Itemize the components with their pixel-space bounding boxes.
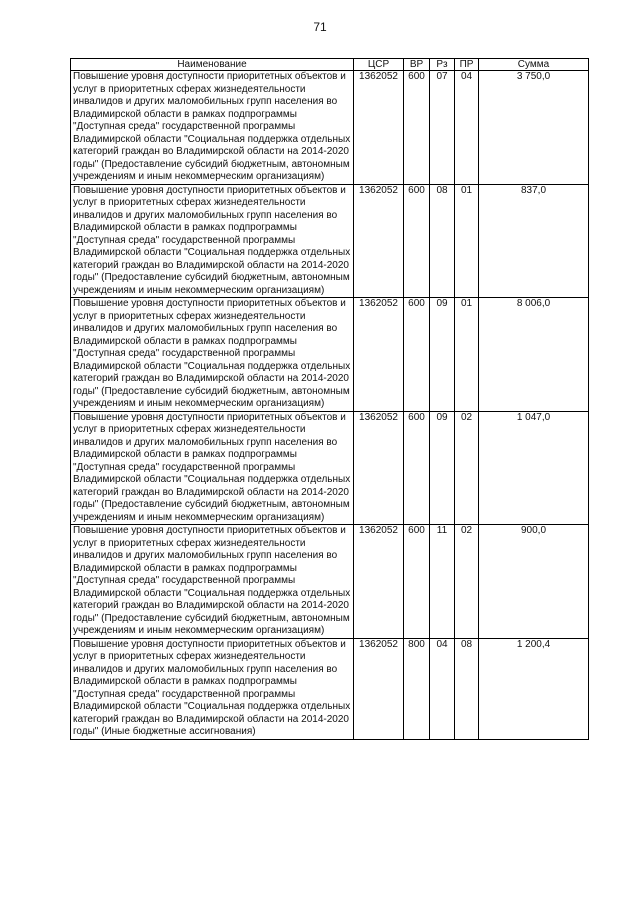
header-rz: Рз (430, 59, 455, 71)
row-pr: 01 (455, 298, 479, 412)
table-row (71, 411, 589, 525)
row-pr: 02 (455, 411, 479, 525)
row-vr: 600 (404, 298, 430, 412)
row-name: Повышение уровня доступности приоритетных объектов и услуг в приоритетных сферах жизнедеятельности инвалидов и других маломобильных групп населения во Владимирской области в рамках подпрограммы "Доступная среда" государственной программы Владимирской области "Социальная поддержка отдельных категорий граждан во Владимирской области на 2014-2020 годы" (Предоставление субсидий бюджетным, автономным учреждениям и иным некоммерческим организациям) (71, 184, 354, 298)
row-csr: 1362052 (354, 411, 404, 525)
header-pr: ПР (455, 59, 479, 71)
row-vr: 800 (404, 638, 430, 739)
row-csr: 1362052 (354, 298, 404, 412)
row-vr: 600 (404, 411, 430, 525)
row-rz: 09 (430, 411, 455, 525)
row-rz: 11 (430, 525, 455, 639)
row-csr: 1362052 (354, 184, 404, 298)
row-sum: 837,0 (479, 184, 589, 298)
row-csr: 1362052 (354, 525, 404, 639)
table-row (71, 525, 589, 639)
table-row (71, 71, 589, 185)
table-row (71, 184, 589, 298)
header-sum: Сумма (479, 59, 589, 71)
table-header-row (71, 59, 589, 71)
row-name: Повышение уровня доступности приоритетных объектов и услуг в приоритетных сферах жизнедеятельности инвалидов и других маломобильных групп населения во Владимирской области в рамках подпрограммы "Доступная среда" государственной программы Владимирской области "Социальная поддержка отдельных категорий граждан во Владимирской области на 2014-2020 годы" (Предоставление субсидий бюджетным, автономным учреждениям и иным некоммерческим организациям) (71, 525, 354, 639)
row-sum: 900,0 (479, 525, 589, 639)
row-pr: 02 (455, 525, 479, 639)
row-sum: 3 750,0 (479, 71, 589, 185)
header-vr: ВР (404, 59, 430, 71)
row-sum: 1 200,4 (479, 638, 589, 739)
row-vr: 600 (404, 71, 430, 185)
row-csr: 1362052 (354, 638, 404, 739)
row-name: Повышение уровня доступности приоритетных объектов и услуг в приоритетных сферах жизнедеятельности инвалидов и других маломобильных групп населения во Владимирской области в рамках подпрограммы "Доступная среда" государственной программы Владимирской области "Социальная поддержка отдельных категорий граждан во Владимирской области на 2014-2020 годы" (Иные бюджетные ассигнования) (71, 638, 354, 739)
row-pr: 01 (455, 184, 479, 298)
table-row (71, 638, 589, 739)
row-sum: 8 006,0 (479, 298, 589, 412)
row-pr: 04 (455, 71, 479, 185)
header-name: Наименование (71, 59, 354, 71)
row-rz: 04 (430, 638, 455, 739)
row-name: Повышение уровня доступности приоритетных объектов и услуг в приоритетных сферах жизнедеятельности инвалидов и других маломобильных групп населения во Владимирской области в рамках подпрограммы "Доступная среда" государственной программы Владимирской области "Социальная поддержка отдельных категорий граждан во Владимирской области на 2014-2020 годы" (Предоставление субсидий бюджетным, автономным учреждениям и иным некоммерческим организациям) (71, 71, 354, 185)
row-csr: 1362052 (354, 71, 404, 185)
budget-table (70, 58, 589, 740)
row-sum: 1 047,0 (479, 411, 589, 525)
row-name: Повышение уровня доступности приоритетных объектов и услуг в приоритетных сферах жизнедеятельности инвалидов и других маломобильных групп населения во Владимирской области в рамках подпрограммы "Доступная среда" государственной программы Владимирской области "Социальная поддержка отдельных категорий граждан во Владимирской области на 2014-2020 годы" (Предоставление субсидий бюджетным, автономным учреждениям и иным некоммерческим организациям) (71, 411, 354, 525)
row-vr: 600 (404, 525, 430, 639)
table-row (71, 298, 589, 412)
row-name: Повышение уровня доступности приоритетных объектов и услуг в приоритетных сферах жизнедеятельности инвалидов и других маломобильных групп населения во Владимирской области в рамках подпрограммы "Доступная среда" государственной программы Владимирской области "Социальная поддержка отдельных категорий граждан во Владимирской области на 2014-2020 годы" (Предоставление субсидий бюджетным, автономным учреждениям и иным некоммерческим организациям) (71, 298, 354, 412)
row-rz: 08 (430, 184, 455, 298)
page-number: 71 (313, 20, 327, 34)
row-rz: 09 (430, 298, 455, 412)
row-rz: 07 (430, 71, 455, 185)
row-pr: 08 (455, 638, 479, 739)
header-csr: ЦСР (354, 59, 404, 71)
row-vr: 600 (404, 184, 430, 298)
